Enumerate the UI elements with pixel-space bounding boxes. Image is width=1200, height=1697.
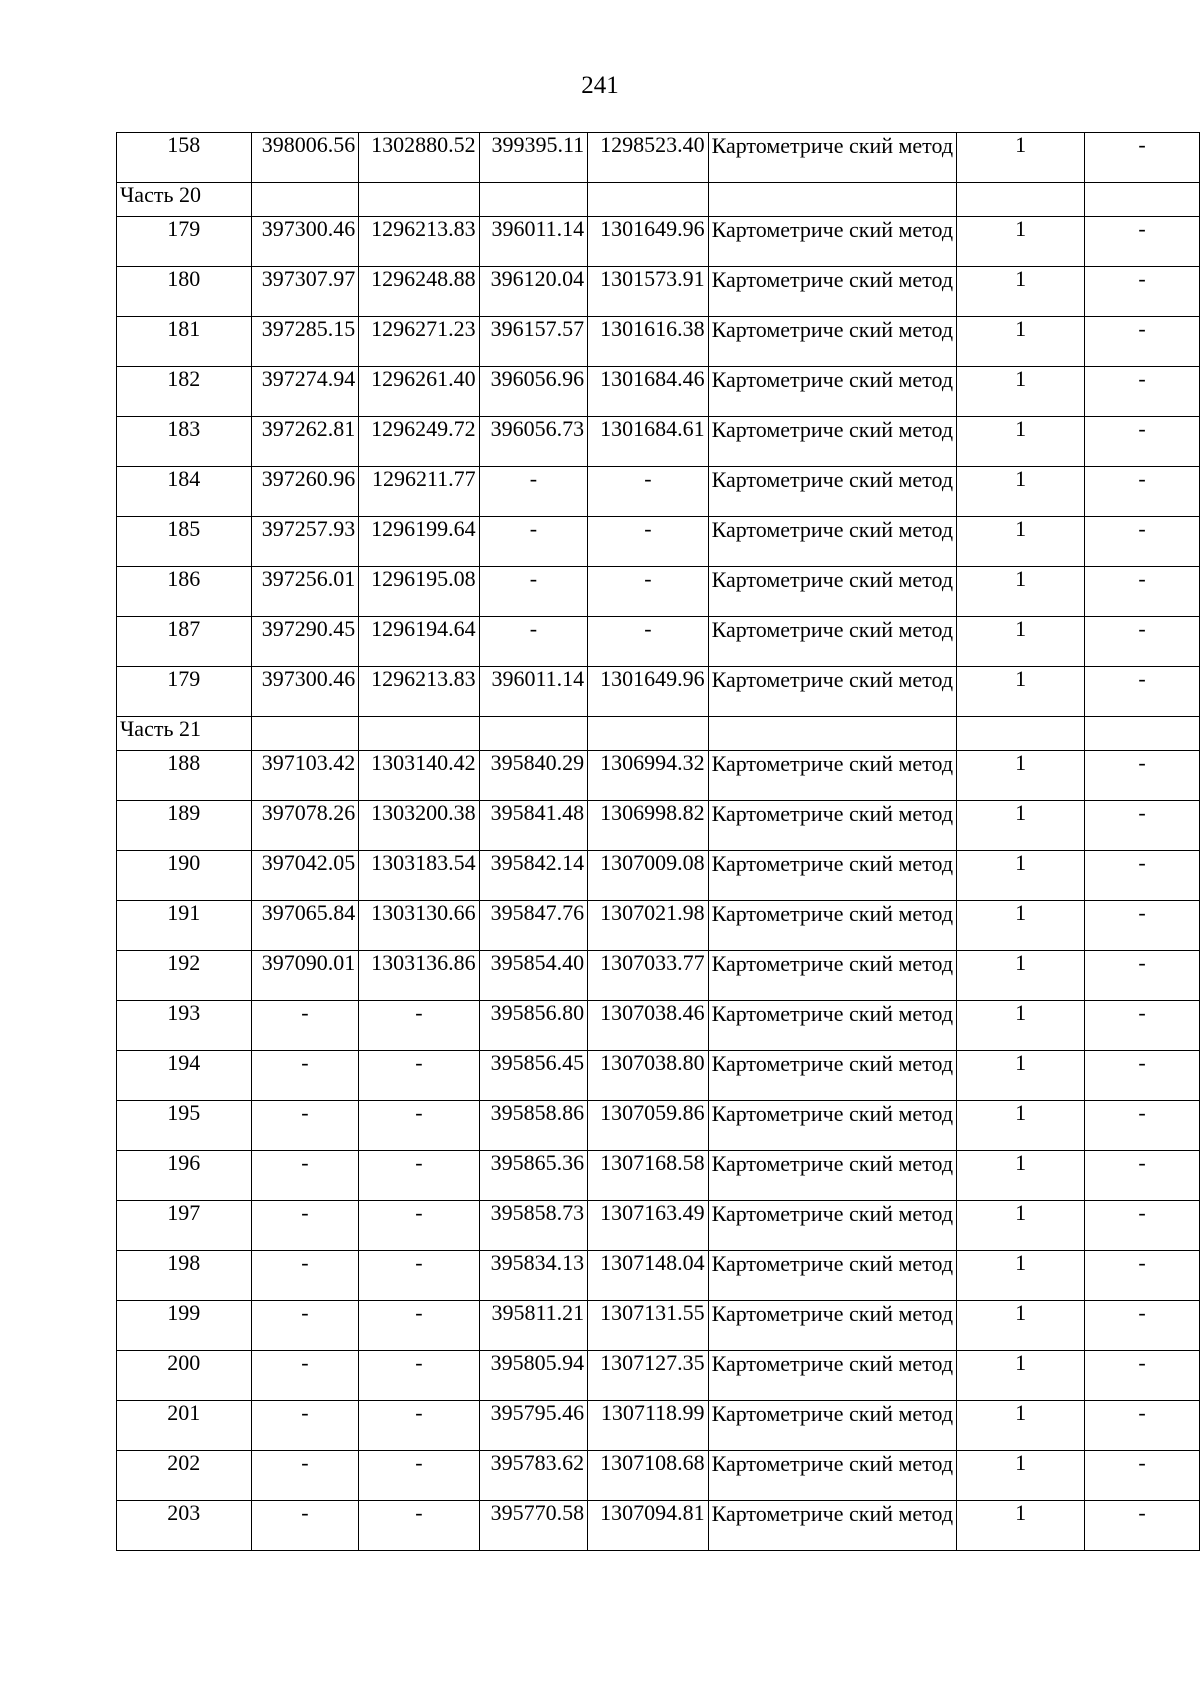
table-row (117, 1501, 1200, 1551)
y-new-cell: 1307038.80 (588, 1051, 708, 1101)
accuracy-cell: 1 (957, 217, 1085, 267)
empty-cell (359, 183, 479, 217)
description-cell: - (1085, 317, 1200, 367)
y-old-cell: 1296194.64 (359, 617, 479, 667)
description-cell: - (1085, 133, 1200, 183)
y-old-cell: - (359, 1051, 479, 1101)
x-new-cell: 395783.62 (479, 1451, 588, 1501)
description-cell: - (1085, 1401, 1200, 1451)
accuracy-cell: 1 (957, 1351, 1085, 1401)
point-number-cell: 187 (117, 617, 252, 667)
method-cell: Картометриче ский метод (708, 1301, 957, 1351)
x-new-cell: - (479, 517, 588, 567)
x-old-cell: 398006.56 (251, 133, 359, 183)
table-body (117, 133, 1200, 1551)
x-new-cell: 395842.14 (479, 851, 588, 901)
description-cell: - (1085, 517, 1200, 567)
x-new-cell: 395865.36 (479, 1151, 588, 1201)
y-new-cell: 1307108.68 (588, 1451, 708, 1501)
description-cell: - (1085, 851, 1200, 901)
x-old-cell: 397300.46 (251, 217, 359, 267)
x-new-cell: 395770.58 (479, 1501, 588, 1551)
point-number-cell: 179 (117, 667, 252, 717)
x-old-cell: 397307.97 (251, 267, 359, 317)
point-number-cell: 200 (117, 1351, 252, 1401)
x-new-cell: 395795.46 (479, 1401, 588, 1451)
x-new-cell: 396157.57 (479, 317, 588, 367)
y-old-cell: - (359, 1351, 479, 1401)
description-cell: - (1085, 417, 1200, 467)
description-cell: - (1085, 367, 1200, 417)
table-row (117, 1101, 1200, 1151)
y-new-cell: 1307009.08 (588, 851, 708, 901)
y-new-cell: 1301684.46 (588, 367, 708, 417)
y-old-cell: 1296195.08 (359, 567, 479, 617)
y-new-cell: 1307163.49 (588, 1201, 708, 1251)
x-old-cell: - (251, 1051, 359, 1101)
empty-cell (588, 717, 708, 751)
accuracy-cell: 1 (957, 267, 1085, 317)
description-cell: - (1085, 1501, 1200, 1551)
method-cell: Картометриче ский метод (708, 1001, 957, 1051)
y-old-cell: 1303183.54 (359, 851, 479, 901)
empty-cell (957, 183, 1085, 217)
table-row (117, 1351, 1200, 1401)
y-old-cell: 1296271.23 (359, 317, 479, 367)
method-cell: Картометриче ский метод (708, 951, 957, 1001)
description-cell: - (1085, 1101, 1200, 1151)
y-new-cell: 1307118.99 (588, 1401, 708, 1451)
x-old-cell: 397078.26 (251, 801, 359, 851)
x-new-cell: - (479, 467, 588, 517)
x-old-cell: 397256.01 (251, 567, 359, 617)
empty-cell (1085, 183, 1200, 217)
y-old-cell: 1296249.72 (359, 417, 479, 467)
table-row (117, 417, 1200, 467)
x-old-cell: - (251, 1501, 359, 1551)
x-old-cell: - (251, 1001, 359, 1051)
method-cell: Картометриче ский метод (708, 217, 957, 267)
y-old-cell: - (359, 1301, 479, 1351)
part-header-row (117, 183, 1200, 217)
table-row (117, 517, 1200, 567)
empty-cell (251, 717, 359, 751)
table-row (117, 1301, 1200, 1351)
x-old-cell: - (251, 1151, 359, 1201)
x-old-cell: 397274.94 (251, 367, 359, 417)
x-old-cell: - (251, 1301, 359, 1351)
table-row (117, 367, 1200, 417)
x-old-cell: - (251, 1351, 359, 1401)
accuracy-cell: 1 (957, 1401, 1085, 1451)
y-new-cell: 1301573.91 (588, 267, 708, 317)
table-row (117, 851, 1200, 901)
point-number-cell: 201 (117, 1401, 252, 1451)
y-old-cell: 1296213.83 (359, 217, 479, 267)
y-new-cell: 1298523.40 (588, 133, 708, 183)
description-cell: - (1085, 667, 1200, 717)
point-number-cell: 193 (117, 1001, 252, 1051)
point-number-cell: 190 (117, 851, 252, 901)
x-new-cell: 396011.14 (479, 217, 588, 267)
table-row (117, 751, 1200, 801)
y-old-cell: - (359, 1501, 479, 1551)
empty-cell (1085, 717, 1200, 751)
method-cell: Картометриче ский метод (708, 317, 957, 367)
point-number-cell: 203 (117, 1501, 252, 1551)
point-number-cell: 192 (117, 951, 252, 1001)
y-new-cell: - (588, 617, 708, 667)
point-number-cell: 181 (117, 317, 252, 367)
point-number-cell: 158 (117, 133, 252, 183)
point-number-cell: 186 (117, 567, 252, 617)
method-cell: Картометриче ский метод (708, 567, 957, 617)
y-old-cell: - (359, 1251, 479, 1301)
x-old-cell: - (251, 1451, 359, 1501)
method-cell: Картометриче ский метод (708, 1401, 957, 1451)
accuracy-cell: 1 (957, 1451, 1085, 1501)
description-cell: - (1085, 567, 1200, 617)
method-cell: Картометриче ский метод (708, 517, 957, 567)
method-cell: Картометриче ский метод (708, 901, 957, 951)
accuracy-cell: 1 (957, 1151, 1085, 1201)
table-row (117, 1001, 1200, 1051)
table-row (117, 133, 1200, 183)
x-new-cell: 395847.76 (479, 901, 588, 951)
x-new-cell: 395811.21 (479, 1301, 588, 1351)
empty-cell (359, 717, 479, 751)
accuracy-cell: 1 (957, 851, 1085, 901)
table-row (117, 951, 1200, 1001)
part-label: Часть 21 (117, 717, 252, 751)
empty-cell (251, 183, 359, 217)
point-number-cell: 191 (117, 901, 252, 951)
y-old-cell: 1296211.77 (359, 467, 479, 517)
point-number-cell: 182 (117, 367, 252, 417)
y-old-cell: - (359, 1151, 479, 1201)
point-number-cell: 189 (117, 801, 252, 851)
y-new-cell: 1307148.04 (588, 1251, 708, 1301)
method-cell: Картометриче ский метод (708, 1151, 957, 1201)
x-new-cell: 395856.80 (479, 1001, 588, 1051)
description-cell: - (1085, 1001, 1200, 1051)
accuracy-cell: 1 (957, 417, 1085, 467)
x-old-cell: 397065.84 (251, 901, 359, 951)
empty-cell (588, 183, 708, 217)
y-new-cell: 1306998.82 (588, 801, 708, 851)
accuracy-cell: 1 (957, 1051, 1085, 1101)
point-number-cell: 194 (117, 1051, 252, 1101)
accuracy-cell: 1 (957, 317, 1085, 367)
x-old-cell: 397285.15 (251, 317, 359, 367)
point-number-cell: 196 (117, 1151, 252, 1201)
point-number-cell: 188 (117, 751, 252, 801)
x-new-cell: 395841.48 (479, 801, 588, 851)
x-new-cell: 396011.14 (479, 667, 588, 717)
x-new-cell: 395805.94 (479, 1351, 588, 1401)
accuracy-cell: 1 (957, 951, 1085, 1001)
accuracy-cell: 1 (957, 1001, 1085, 1051)
point-number-cell: 183 (117, 417, 252, 467)
description-cell: - (1085, 801, 1200, 851)
page-number: 241 (581, 72, 619, 99)
accuracy-cell: 1 (957, 1201, 1085, 1251)
accuracy-cell: 1 (957, 567, 1085, 617)
x-new-cell: 396056.96 (479, 367, 588, 417)
x-new-cell: 396056.73 (479, 417, 588, 467)
x-old-cell: 397103.42 (251, 751, 359, 801)
description-cell: - (1085, 901, 1200, 951)
method-cell: Картометриче ский метод (708, 1101, 957, 1151)
y-new-cell: 1307168.58 (588, 1151, 708, 1201)
description-cell: - (1085, 1351, 1200, 1401)
y-old-cell: 1296199.64 (359, 517, 479, 567)
description-cell: - (1085, 1051, 1200, 1101)
y-old-cell: 1302880.52 (359, 133, 479, 183)
y-old-cell: 1296261.40 (359, 367, 479, 417)
description-cell: - (1085, 1301, 1200, 1351)
accuracy-cell: 1 (957, 751, 1085, 801)
point-number-cell: 184 (117, 467, 252, 517)
x-new-cell: 395834.13 (479, 1251, 588, 1301)
y-new-cell: - (588, 467, 708, 517)
x-new-cell: 395856.45 (479, 1051, 588, 1101)
y-old-cell: 1303200.38 (359, 801, 479, 851)
empty-cell (708, 717, 957, 751)
description-cell: - (1085, 1251, 1200, 1301)
description-cell: - (1085, 267, 1200, 317)
point-number-cell: 202 (117, 1451, 252, 1501)
y-new-cell: 1307127.35 (588, 1351, 708, 1401)
x-old-cell: - (251, 1251, 359, 1301)
y-new-cell: - (588, 567, 708, 617)
point-number-cell: 179 (117, 217, 252, 267)
description-cell: - (1085, 217, 1200, 267)
description-cell: - (1085, 951, 1200, 1001)
description-cell: - (1085, 1451, 1200, 1501)
empty-cell (479, 717, 588, 751)
method-cell: Картометриче ский метод (708, 1451, 957, 1501)
accuracy-cell: 1 (957, 667, 1085, 717)
table-row (117, 267, 1200, 317)
x-old-cell: 397262.81 (251, 417, 359, 467)
x-old-cell: 397300.46 (251, 667, 359, 717)
part-header-row (117, 717, 1200, 751)
method-cell: Картометриче ский метод (708, 801, 957, 851)
y-new-cell: 1307038.46 (588, 1001, 708, 1051)
x-new-cell: - (479, 567, 588, 617)
y-new-cell: 1307059.86 (588, 1101, 708, 1151)
method-cell: Картометриче ский метод (708, 1251, 957, 1301)
table-row (117, 617, 1200, 667)
y-old-cell: - (359, 1401, 479, 1451)
point-number-cell: 197 (117, 1201, 252, 1251)
y-new-cell: 1306994.32 (588, 751, 708, 801)
method-cell: Картометриче ский метод (708, 667, 957, 717)
accuracy-cell: 1 (957, 1301, 1085, 1351)
y-old-cell: - (359, 1001, 479, 1051)
description-cell: - (1085, 617, 1200, 667)
x-new-cell: 396120.04 (479, 267, 588, 317)
y-new-cell: 1307021.98 (588, 901, 708, 951)
table-row (117, 667, 1200, 717)
y-old-cell: - (359, 1451, 479, 1501)
empty-cell (957, 717, 1085, 751)
x-new-cell: 395840.29 (479, 751, 588, 801)
accuracy-cell: 1 (957, 517, 1085, 567)
method-cell: Картометриче ский метод (708, 467, 957, 517)
x-new-cell: - (479, 617, 588, 667)
method-cell: Картометриче ский метод (708, 417, 957, 467)
point-number-cell: 199 (117, 1301, 252, 1351)
accuracy-cell: 1 (957, 367, 1085, 417)
description-cell: - (1085, 751, 1200, 801)
x-old-cell: - (251, 1401, 359, 1451)
y-new-cell: - (588, 517, 708, 567)
empty-cell (479, 183, 588, 217)
description-cell: - (1085, 467, 1200, 517)
point-number-cell: 198 (117, 1251, 252, 1301)
y-new-cell: 1301684.61 (588, 417, 708, 467)
description-cell: - (1085, 1201, 1200, 1251)
x-old-cell: 397257.93 (251, 517, 359, 567)
method-cell: Картометриче ский метод (708, 851, 957, 901)
accuracy-cell: 1 (957, 1501, 1085, 1551)
x-new-cell: 395858.73 (479, 1201, 588, 1251)
method-cell: Картометриче ский метод (708, 617, 957, 667)
empty-cell (708, 183, 957, 217)
table-row (117, 901, 1200, 951)
accuracy-cell: 1 (957, 467, 1085, 517)
x-old-cell: - (251, 1201, 359, 1251)
part-label: Часть 20 (117, 183, 252, 217)
method-cell: Картометриче ский метод (708, 367, 957, 417)
y-old-cell: 1303140.42 (359, 751, 479, 801)
x-old-cell: 397042.05 (251, 851, 359, 901)
x-old-cell: 397090.01 (251, 951, 359, 1001)
method-cell: Картометриче ский метод (708, 751, 957, 801)
y-old-cell: 1296213.83 (359, 667, 479, 717)
y-old-cell: - (359, 1101, 479, 1151)
y-new-cell: 1301616.38 (588, 317, 708, 367)
point-number-cell: 185 (117, 517, 252, 567)
method-cell: Картометриче ский метод (708, 1201, 957, 1251)
description-cell: - (1085, 1151, 1200, 1201)
y-new-cell: 1301649.96 (588, 667, 708, 717)
table-row (117, 1051, 1200, 1101)
table-row (117, 567, 1200, 617)
x-old-cell: 397290.45 (251, 617, 359, 667)
method-cell: Картометриче ский метод (708, 133, 957, 183)
accuracy-cell: 1 (957, 1251, 1085, 1301)
accuracy-cell: 1 (957, 901, 1085, 951)
accuracy-cell: 1 (957, 133, 1085, 183)
y-old-cell: 1303136.86 (359, 951, 479, 1001)
table-row (117, 467, 1200, 517)
table-row (117, 1151, 1200, 1201)
y-new-cell: 1307131.55 (588, 1301, 708, 1351)
y-old-cell: 1303130.66 (359, 901, 479, 951)
method-cell: Картометриче ский метод (708, 1351, 957, 1401)
x-new-cell: 399395.11 (479, 133, 588, 183)
method-cell: Картометриче ский метод (708, 1501, 957, 1551)
point-number-cell: 195 (117, 1101, 252, 1151)
accuracy-cell: 1 (957, 801, 1085, 851)
point-number-cell: 180 (117, 267, 252, 317)
table-row (117, 1451, 1200, 1501)
y-old-cell: - (359, 1201, 479, 1251)
x-new-cell: 395854.40 (479, 951, 588, 1001)
y-new-cell: 1307033.77 (588, 951, 708, 1001)
method-cell: Картометриче ский метод (708, 1051, 957, 1101)
y-new-cell: 1307094.81 (588, 1501, 708, 1551)
y-new-cell: 1301649.96 (588, 217, 708, 267)
table-row (117, 317, 1200, 367)
table-row (117, 1201, 1200, 1251)
accuracy-cell: 1 (957, 617, 1085, 667)
x-old-cell: - (251, 1101, 359, 1151)
table-row (117, 1401, 1200, 1451)
x-new-cell: 395858.86 (479, 1101, 588, 1151)
accuracy-cell: 1 (957, 1101, 1085, 1151)
table-row (117, 1251, 1200, 1301)
table-row (117, 217, 1200, 267)
x-old-cell: 397260.96 (251, 467, 359, 517)
coordinates-table (116, 132, 1200, 1551)
method-cell: Картометриче ский метод (708, 267, 957, 317)
table-row (117, 801, 1200, 851)
y-old-cell: 1296248.88 (359, 267, 479, 317)
